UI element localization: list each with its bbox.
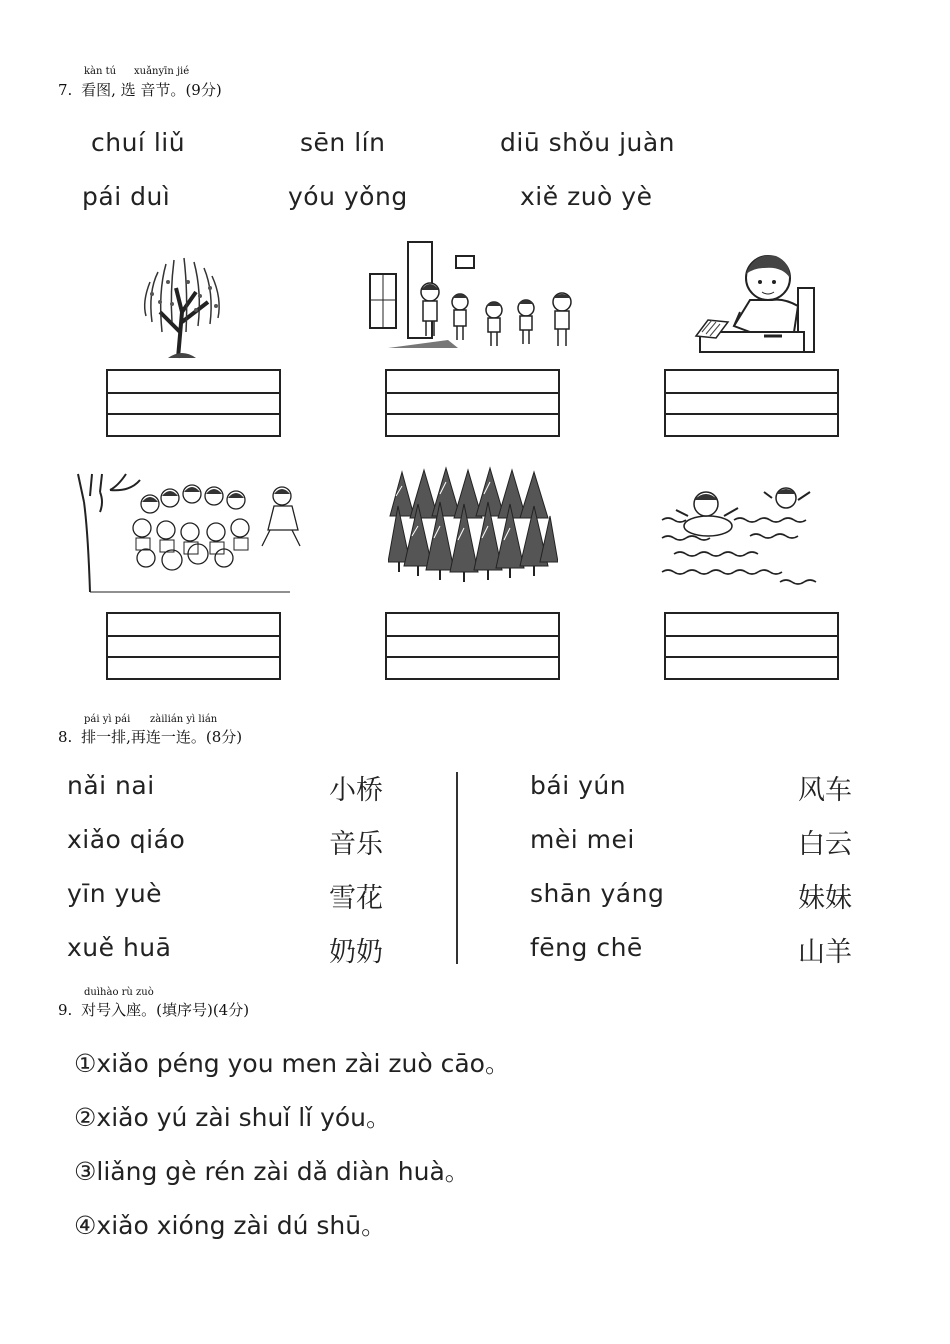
q8-pinyin-a: pái yì pái bbox=[84, 714, 131, 725]
q7-text-a: 看图, bbox=[81, 81, 116, 99]
forest-picture bbox=[388, 466, 558, 582]
right-pinyin-1[interactable]: bái yún bbox=[530, 771, 627, 800]
willow-tree-picture bbox=[138, 252, 228, 360]
right-pinyin-2[interactable]: mèi mei bbox=[530, 825, 635, 854]
q7-option-3: diū shǒu juàn bbox=[500, 128, 676, 157]
q7-score: (9分) bbox=[185, 81, 222, 99]
q7-option-2: sēn lín bbox=[300, 128, 386, 157]
answer-box-3[interactable] bbox=[664, 369, 839, 437]
q7-option-4: pái duì bbox=[82, 182, 171, 211]
answer-box-5[interactable] bbox=[385, 612, 560, 680]
q9-pinyin: duìhào rù zuò bbox=[84, 987, 154, 998]
q9-number: 9. bbox=[58, 1001, 73, 1019]
q8-text-a: 排一排, bbox=[81, 728, 131, 746]
left-word-1[interactable]: 小桥 bbox=[329, 775, 383, 806]
q9-sentence-1: ①xiǎo péng you men zài zuò cāo。 bbox=[74, 1049, 510, 1078]
right-pinyin-3[interactable]: shān yáng bbox=[530, 879, 665, 908]
q7-pinyin-xuan: xuǎnyīn jié bbox=[134, 66, 190, 77]
left-word-3[interactable]: 雪花 bbox=[329, 883, 383, 914]
left-pinyin-1[interactable]: nǎi nai bbox=[67, 771, 155, 800]
q9-score: (4分) bbox=[212, 1001, 250, 1019]
right-word-1[interactable]: 风车 bbox=[798, 775, 852, 806]
q8-number: 8. bbox=[58, 728, 73, 746]
left-pinyin-2[interactable]: xiǎo qiáo bbox=[67, 825, 186, 854]
right-pinyin-4[interactable]: fēng chē bbox=[530, 933, 643, 962]
q8-score: (8分) bbox=[205, 728, 243, 746]
q7-title bbox=[58, 79, 222, 100]
right-word-4[interactable]: 山羊 bbox=[798, 937, 852, 968]
answer-box-2[interactable] bbox=[385, 369, 560, 437]
right-word-2[interactable]: 白云 bbox=[798, 829, 852, 860]
drop-handkerchief-game-picture bbox=[70, 472, 302, 594]
q8-title bbox=[58, 726, 242, 747]
q9-text: 对号入座。 bbox=[81, 1001, 157, 1019]
left-word-2[interactable]: 音乐 bbox=[329, 829, 383, 860]
q8-pinyin-b: zàilián yì lián bbox=[150, 714, 218, 725]
boy-writing-homework-picture bbox=[694, 250, 818, 354]
left-pinyin-3[interactable]: yīn yuè bbox=[67, 879, 163, 908]
q7-option-6: xiě zuò yè bbox=[520, 182, 653, 211]
q9-note: (填序号) bbox=[156, 1001, 213, 1019]
left-word-4[interactable]: 奶奶 bbox=[329, 937, 383, 968]
answer-box-6[interactable] bbox=[664, 612, 839, 680]
q7-number: 7. bbox=[58, 81, 73, 99]
q9-sentence-3: ③liǎng gè rén zài dǎ diàn huà。 bbox=[74, 1157, 470, 1186]
answer-box-4[interactable] bbox=[106, 612, 281, 680]
q7-text-b: 选 音节。 bbox=[120, 81, 186, 99]
q7-option-1: chuí liǔ bbox=[91, 128, 186, 157]
q9-sentence-2: ②xiǎo yú zài shuǐ lǐ yóu。 bbox=[74, 1103, 392, 1132]
answer-box-1[interactable] bbox=[106, 369, 281, 437]
children-swimming-picture bbox=[660, 480, 830, 590]
q7-pinyin-kantu: kàn tú bbox=[84, 66, 117, 77]
q7-option-5: yóu yǒng bbox=[288, 182, 408, 211]
children-queue-picture bbox=[368, 240, 580, 352]
q8-text-b: 再连一连。 bbox=[130, 728, 206, 746]
right-word-3[interactable]: 妹妹 bbox=[798, 883, 852, 914]
q9-title bbox=[58, 999, 249, 1020]
column-divider bbox=[456, 772, 458, 964]
q9-sentence-4: ④xiǎo xióng zài dú shū。 bbox=[74, 1211, 387, 1240]
left-pinyin-4[interactable]: xuě huā bbox=[67, 933, 172, 962]
